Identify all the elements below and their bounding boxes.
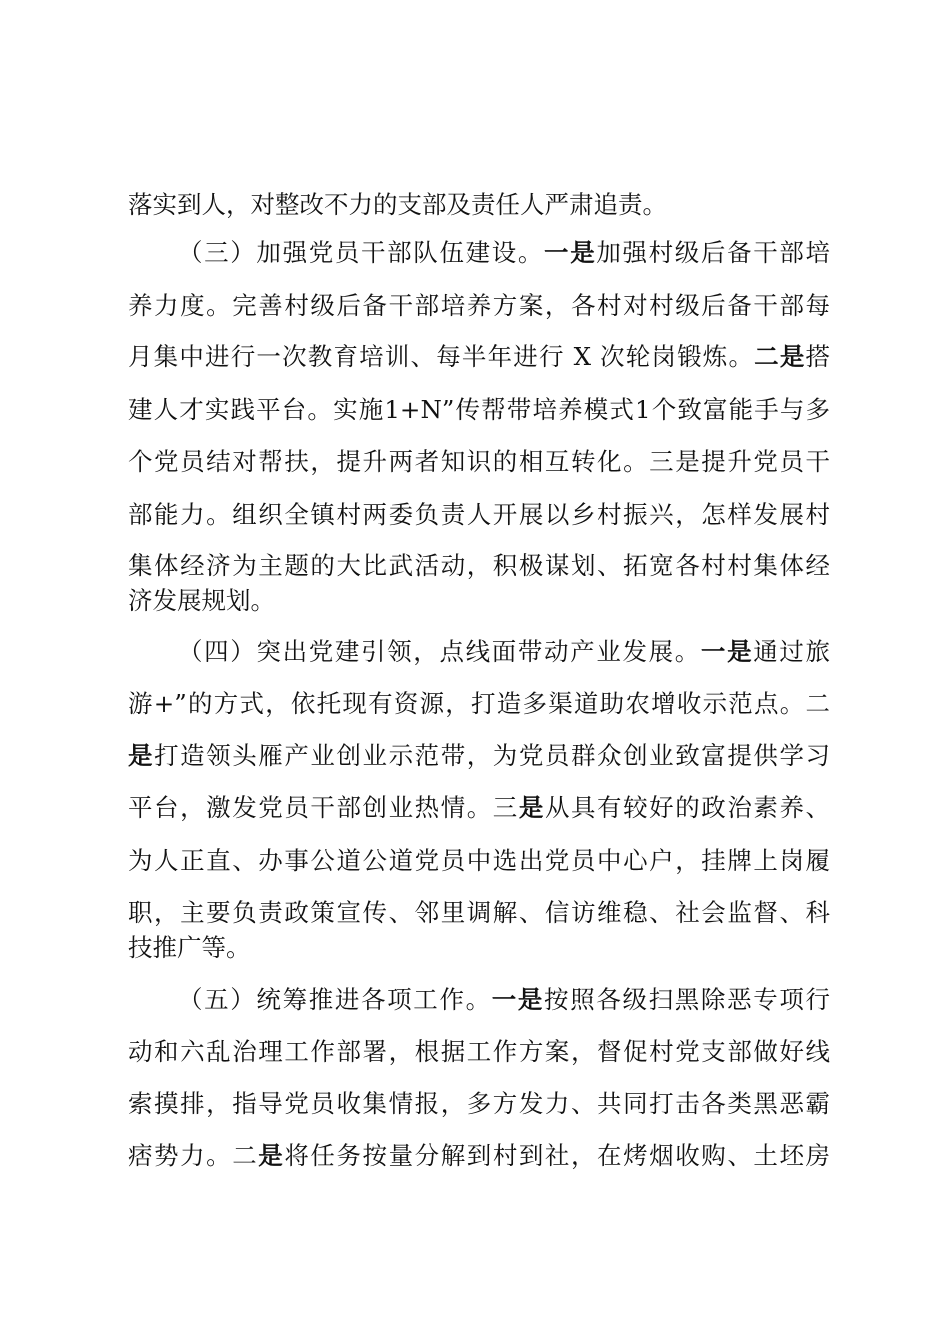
text-line <box>128 185 830 225</box>
section-heading-line <box>178 980 830 1020</box>
text-segment: 平台，激发党员干部创业热情。三 <box>128 793 519 822</box>
text-segment: 济发展规划。 <box>128 586 275 615</box>
text-line <box>128 286 830 326</box>
text-segment: 索摸排，指导党员收集情报，多方发力、共同打击各类黑恶霸 <box>128 1089 830 1118</box>
text-segment: 搭 <box>805 342 831 371</box>
text-segment: 加强村级后备干部培 <box>596 238 831 267</box>
text-line <box>128 928 830 968</box>
text-line <box>128 546 830 586</box>
text-segment: 痞势力。二 <box>128 1141 259 1170</box>
section-heading: （五）统筹推进各项工作。 <box>178 985 492 1014</box>
text-segment: 集体经济为主题的大比武活动，积极谋划、拓宽各村村集体经 <box>128 551 830 580</box>
text-segment: 部能力。组织全镇村两委负责人开展以乡村振兴，怎样发展村 <box>128 500 830 529</box>
section-heading: （三）加强党员干部队伍建设。 <box>178 238 545 267</box>
text-line <box>128 390 830 430</box>
text-line <box>128 1084 830 1124</box>
text-segment: 为人正直、办事公道公道党员中选出党员中心户，挂牌上岗履 <box>128 846 830 875</box>
section-heading-line <box>178 233 830 273</box>
bold-marker: 是 <box>518 793 545 822</box>
text-segment: 职，主要负责政策宣传、邻里调解、信访维稳、社会监督、科 <box>128 898 830 927</box>
text-line <box>128 1032 830 1072</box>
bold-marker: 二是 <box>754 342 806 371</box>
text-segment: 月集中进行一次教育培训、每半年进行 X 次轮岗锻炼。 <box>128 342 755 371</box>
bold-marker: 一是 <box>491 985 545 1014</box>
text-line <box>128 442 830 482</box>
text-segment: 按照各级扫黑除恶专项行 <box>544 985 831 1014</box>
text-segment: 从具有较好的政治素养、 <box>544 793 831 822</box>
text-segment: 游+”的方式，依托现有资源，打造多渠道助农增收示范点。二 <box>128 689 830 718</box>
text-segment: 打造领头雁产业创业示范带，为党员群众创业致富提供学习 <box>154 741 831 770</box>
bold-marker: 一是 <box>700 637 754 666</box>
text-segment: 技推广等。 <box>128 933 251 962</box>
text-segment: 落实到人，对整改不力的支部及责任人严肃追责。 <box>128 190 667 219</box>
bold-marker: 是 <box>128 741 155 770</box>
text-line <box>128 893 830 933</box>
text-segment: 将任务按量分解到村到社，在烤烟收购、土坯房 <box>284 1141 831 1170</box>
text-line <box>128 495 830 535</box>
text-line <box>128 736 830 776</box>
text-segment: 动和六乱治理工作部署，根据工作方案，督促村党支部做好线 <box>128 1037 830 1066</box>
text-line <box>128 337 830 377</box>
bold-marker: 一是 <box>544 238 597 267</box>
text-segment: 养力度。完善村级后备干部培养方案，各村对村级后备干部每 <box>128 291 830 320</box>
section-heading: （四）突出党建引领，点线面带动产业发展。 <box>178 637 701 666</box>
text-line <box>128 788 830 828</box>
text-segment: 个党员结对帮扶，提升两者知识的相互转化。三是提升党员干 <box>128 447 830 476</box>
text-line <box>128 684 830 724</box>
text-line <box>128 841 830 881</box>
text-segment: 通过旅 <box>753 637 831 666</box>
section-heading-line <box>178 632 830 672</box>
text-segment: 建人才实践平台。实施1+N”传帮带培养模式1个致富能手与多 <box>128 395 830 424</box>
text-line <box>128 581 830 621</box>
bold-marker: 是 <box>258 1141 285 1170</box>
text-line <box>128 1136 830 1176</box>
